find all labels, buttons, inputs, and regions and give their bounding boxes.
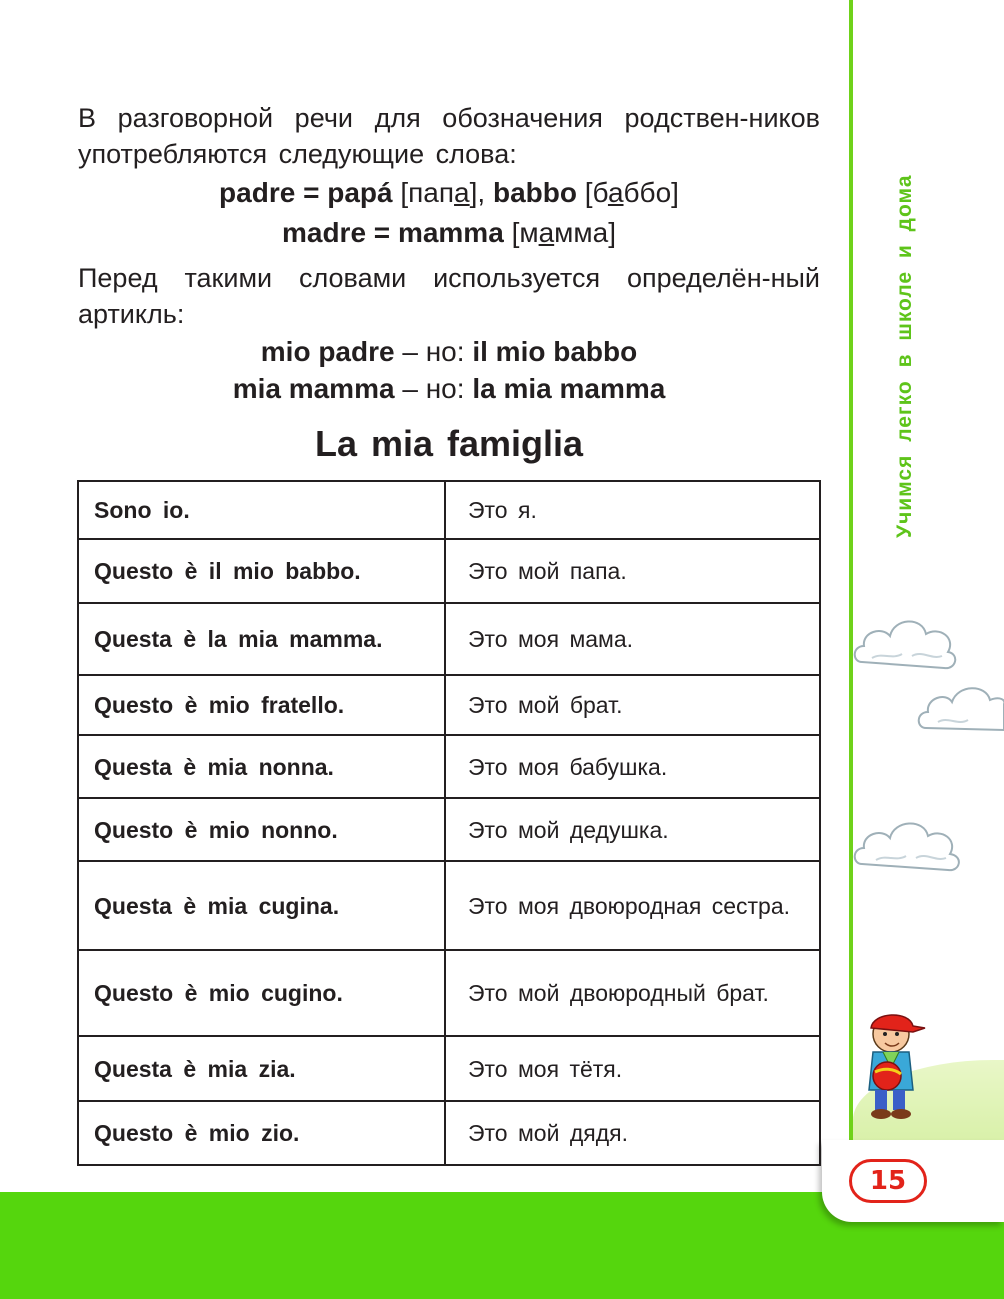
russian-cell: Это моя мама. <box>445 603 820 675</box>
page-number: 15 <box>849 1159 927 1203</box>
intro-line-2: madre = mamma [мамма] <box>281 217 617 248</box>
italian-cell: Questo è mio nonno. <box>78 798 445 861</box>
table-row <box>78 1036 820 1101</box>
intro-paragraph: В разговорной речи для обозначения родствен-ников употребляются следующие слова: <box>78 103 820 169</box>
article-line-1: mio padre – но: il mio babbo <box>260 336 638 367</box>
family-table <box>77 480 821 1166</box>
article-paragraph: Перед такими словами используется определён-ный артикль: <box>78 263 820 329</box>
italian-cell: Questo è il mio babbo. <box>78 539 445 603</box>
table-row <box>78 798 820 861</box>
russian-cell: Это мой папа. <box>445 539 820 603</box>
italian-cell: Questo è mio fratello. <box>78 675 445 735</box>
russian-cell: Это моя двоюродная сестра. <box>445 861 820 950</box>
section-title: La mia famiglia <box>314 423 584 464</box>
table-row <box>78 675 820 735</box>
russian-cell: Это мой дядя. <box>445 1101 820 1165</box>
table-row <box>78 1101 820 1165</box>
russian-cell: Это я. <box>445 481 820 539</box>
russian-cell: Это моя тётя. <box>445 1036 820 1101</box>
italian-cell: Questa è la mia mamma. <box>78 603 445 675</box>
italian-cell: Questa è mia nonna. <box>78 735 445 798</box>
italian-cell: Questo è mio zio. <box>78 1101 445 1165</box>
italian-cell: Sono io. <box>78 481 445 539</box>
sidebar-title: Учимся легко в школе и дома <box>893 174 916 538</box>
russian-cell: Это мой двоюродный брат. <box>445 950 820 1036</box>
cloud-icon <box>916 680 1004 738</box>
table-row <box>78 481 820 539</box>
boy-with-ball-illustration <box>855 1010 945 1122</box>
russian-cell: Это мой дедушка. <box>445 798 820 861</box>
table-row <box>78 950 820 1036</box>
italian-cell: Questa è mia zia. <box>78 1036 445 1101</box>
article-line-2: mia mamma – но: la mia mamma <box>232 373 666 404</box>
table-row <box>78 861 820 950</box>
cloud-icon <box>852 612 962 674</box>
intro-line-1: padre = papá [папа], babbo [баббо] <box>219 177 679 208</box>
table-row <box>78 735 820 798</box>
table-row <box>78 539 820 603</box>
cloud-icon <box>852 812 968 874</box>
russian-cell: Это мой брат. <box>445 675 820 735</box>
table-row <box>78 603 820 675</box>
russian-cell: Это моя бабушка. <box>445 735 820 798</box>
italian-cell: Questa è mia cugina. <box>78 861 445 950</box>
italian-cell: Questo è mio cugino. <box>78 950 445 1036</box>
